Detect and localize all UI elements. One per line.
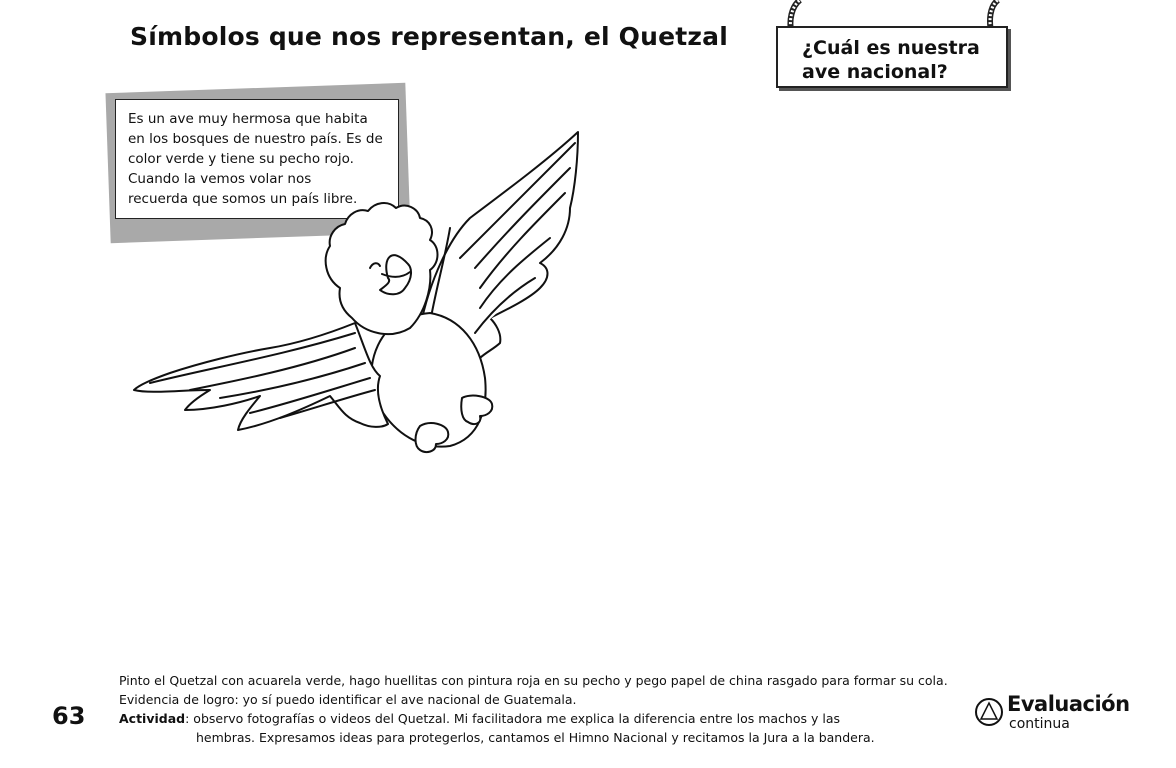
sign-line-2: ave nacional?	[802, 61, 948, 83]
info-line: recuerda que somos un país libre.	[128, 191, 358, 207]
sign-text	[802, 36, 980, 84]
activity-text: : observo fotografías o videos del Quetzal. Mi facilitadora me explica la diferencia entre los machos y las	[185, 711, 840, 726]
footer-activity	[119, 709, 1019, 728]
footer-line-2: Evidencia de logro: yo sí puedo identificar el ave nacional de Guatemala.	[119, 692, 577, 707]
info-line: Cuando la vemos volar nos	[128, 171, 312, 187]
info-line: en los bosques de nuestro país. Es de	[128, 131, 383, 147]
quetzal-drawing-icon	[130, 128, 590, 468]
sign-line-1: ¿Cuál es nuestra	[802, 37, 980, 59]
footer-activity-2: hembras. Expresamos ideas para protegerlos, cantamos el Himno Nacional y recitamos la Jura a la bandera.	[196, 730, 875, 745]
question-sign	[776, 0, 1010, 90]
page-number: 63	[52, 702, 86, 730]
page-title: Símbolos que nos representan, el Quetzal	[130, 22, 729, 51]
evaluation-cycle-icon	[974, 697, 1004, 727]
activity-label: Actividad	[119, 711, 186, 726]
sign-board	[776, 26, 1008, 88]
footer-line-1: Pinto el Quetzal con acuarela verde, hago huellitas con pintura roja en su pecho y pego papel de china rasgado para formar su cola.	[119, 673, 948, 688]
logo-sub-text: continua	[1009, 716, 1070, 732]
info-line: Es un ave muy hermosa que habita	[128, 111, 368, 127]
info-line: color verde y tiene su pecho rojo.	[128, 151, 354, 167]
evaluacion-logo	[972, 692, 1130, 732]
footer-text	[119, 671, 1019, 747]
logo-main-text: Evaluación	[1007, 692, 1130, 716]
